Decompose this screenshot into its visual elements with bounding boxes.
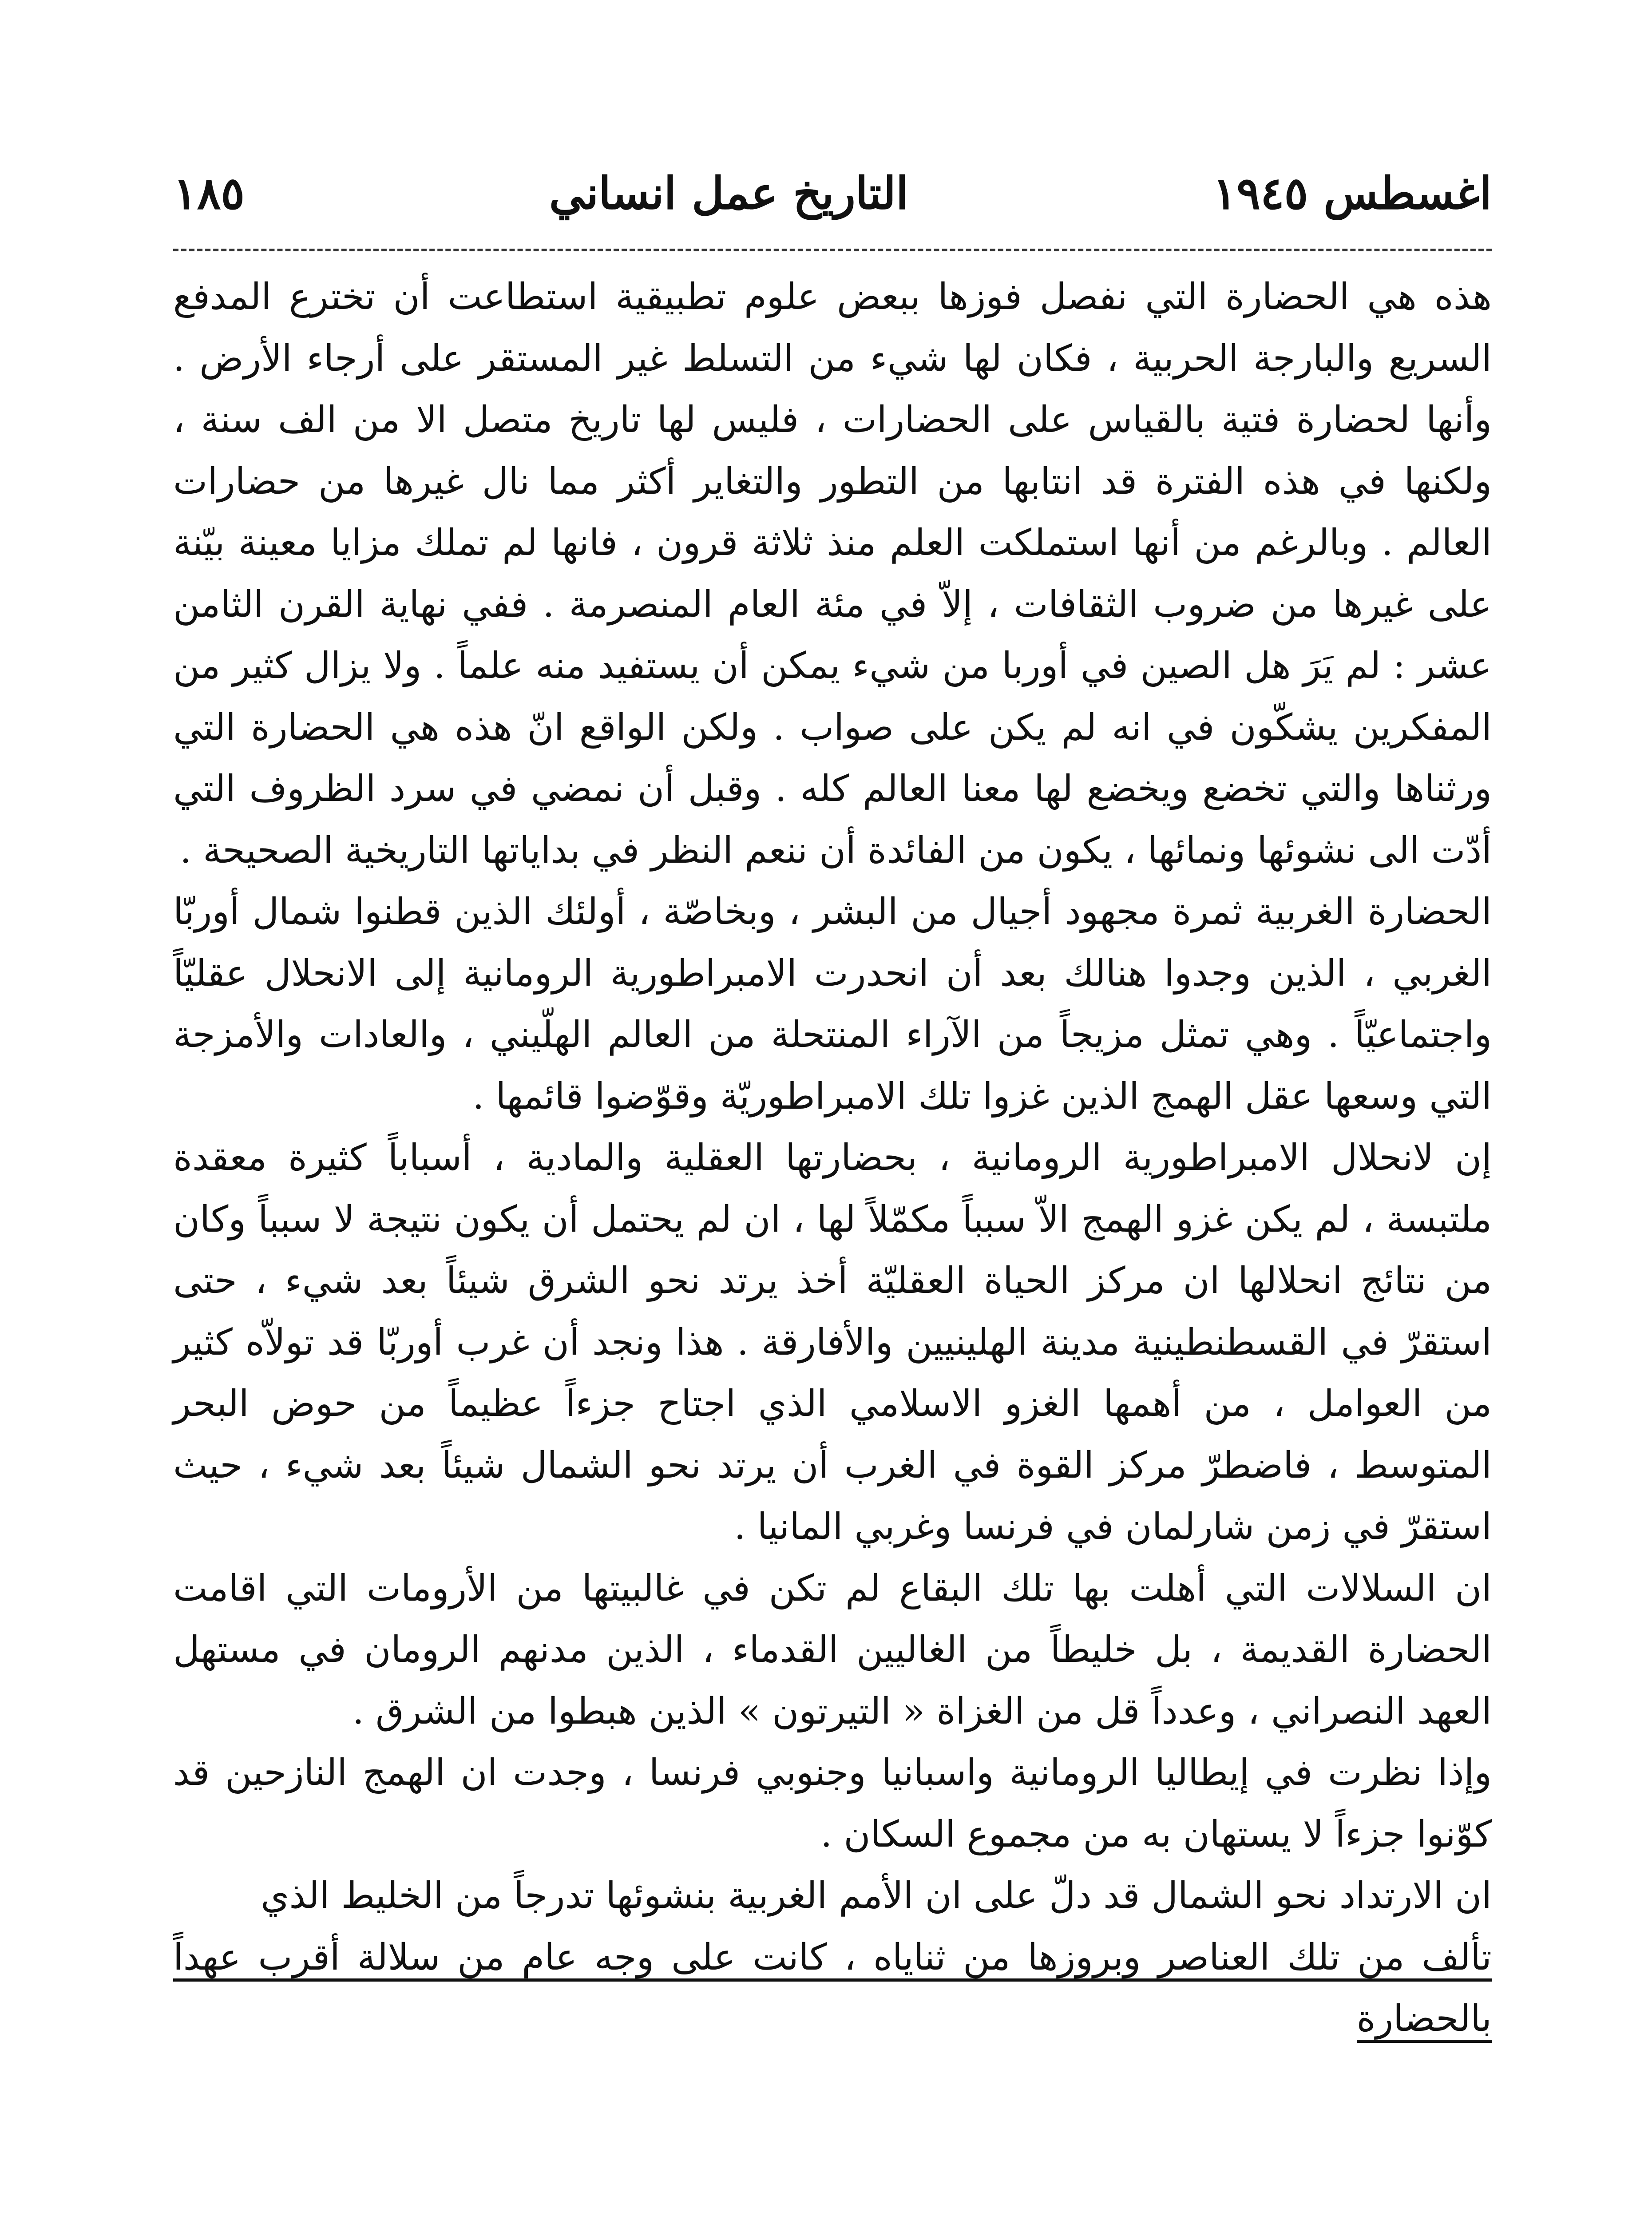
paragraph: ان السلالات التي أهلت بها تلك البقاع لم تكن في غالبيتها من الأرومات التي اقامت الحضارة القديمة ، بل خليطاً من الغاليين القدماء ، الذين مدنهم الرومان في مستهل العهد النصراني ، وعدداً قل من الغزاة « التيرتون » الذين هبطوا من الشرق . bbox=[173, 1567, 1492, 1732]
header-date: اغسطس ١٩٤٥ bbox=[1212, 167, 1492, 219]
paragraph: الحضارة الغربية ثمرة مجهود أجيال من البشر ، وبخاصّة ، أولئك الذين قطنوا شمال أوربّا الغربي ، الذين وجدوا هنالك بعد أن انحدرت الامبراطورية الرومانية إلى الانحلال عقليّاً واجتماعيّاً . وهي تمثل مزيجاً من الآراء المنتحلة من العالم الهلّيني ، والعادات والأمزجة التي وسعها عقل الهمج الذين غزوا تلك الامبراطوريّة وقوّضوا قائمها . bbox=[173, 891, 1492, 1118]
underlined-text: تألف من تلك العناصر وبروزها من ثناياه ، كانت على وجه عام من سلالة أقرب عهداً بالحضارة bbox=[173, 1936, 1492, 2043]
paragraph: وإذا نظرت في إيطاليا الرومانية واسبانيا وجنوبي فرنسا ، وجدت ان الهمج النازحين قد كوّنوا جزءاً لا يستهان به من مجموع السكان . bbox=[173, 1752, 1492, 1855]
page-header bbox=[173, 164, 1492, 222]
paragraph: إن لانحلال الامبراطورية الرومانية ، بحضارتها العقلية والمادية ، أسباباً كثيرة معقدة ملتبسة ، لم يكن غزو الهمج الاّ سبباً مكمّلاً لها ، ان لم يحتمل أن يكون نتيجة لا سبباً وكان من نتائج انحلالها ان مركز الحياة العقليّة أخذ يرتد نحو الشرق شيئاً بعد شيء ، حتى استقرّ في القسطنطينية مدينة الهلينيين والأفارقة . هذا ونجد أن غرب أوربّا قد تولاّه كثير من العوامل ، من أهمها الغزو الاسلامي الذي اجتاح جزءاً عظيماً من حوض البحر المتوسط ، فاضطرّ مركز القوة في الغرب أن يرتد نحو الشمال شيئاً بعد شيء ، حيث استقرّ في زمن شارلمان في فرنسا وغربي المانيا . bbox=[173, 1137, 1492, 1548]
underlined-last-line bbox=[173, 1927, 1492, 2050]
paragraph: ان الارتداد نحو الشمال قد دلّ على ان الأمم الغربية بنشوئها تدرجاً من الخليط الذي bbox=[261, 1875, 1492, 1917]
header-page-number: ١٨٥ bbox=[173, 167, 245, 219]
header-divider bbox=[173, 249, 1492, 251]
article-body bbox=[173, 266, 1492, 2050]
paragraph: هذه هي الحضارة التي نفصل فوزها ببعض علوم تطبيقية استطاعت أن تخترع المدفع السريع والبارجة الحربية ، فكان لها شيء من التسلط غير المستقر على أرجاء الأرض . وأنها لحضارة فتية بالقياس على الحضارات ، فليس لها تاريخ متصل الا من الف سنة ، ولكنها في هذه الفترة قد انتابها من التطور والتغاير أكثر مما نال غيرها من حضارات العالم . وبالرغم من أنها استملكت العلم منذ ثلاثة قرون ، فانها لم تملك مزايا معينة بيّنة على غيرها من ضروب الثقافات ، إلاّ في مئة العام المنصرمة . ففي نهاية القرن الثامن عشر : لم يَرَ هل الصين في أوربا من شيء يمكن أن يستفيد منه علماً . ولا يزال كثير من المفكرين يشكّون في انه لم يكن على صواب . ولكن الواقع انّ هذه هي الحضارة التي ورثناها والتي تخضع ويخضع لها معنا العالم كله . وقبل أن نمضي في سرد الظروف التي أدّت الى نشوئها ونمائها ، يكون من الفائدة أن ننعم النظر في بداياتها التاريخية الصحيحة . bbox=[173, 276, 1492, 872]
header-title: التاريخ عمل انساني bbox=[549, 167, 908, 219]
